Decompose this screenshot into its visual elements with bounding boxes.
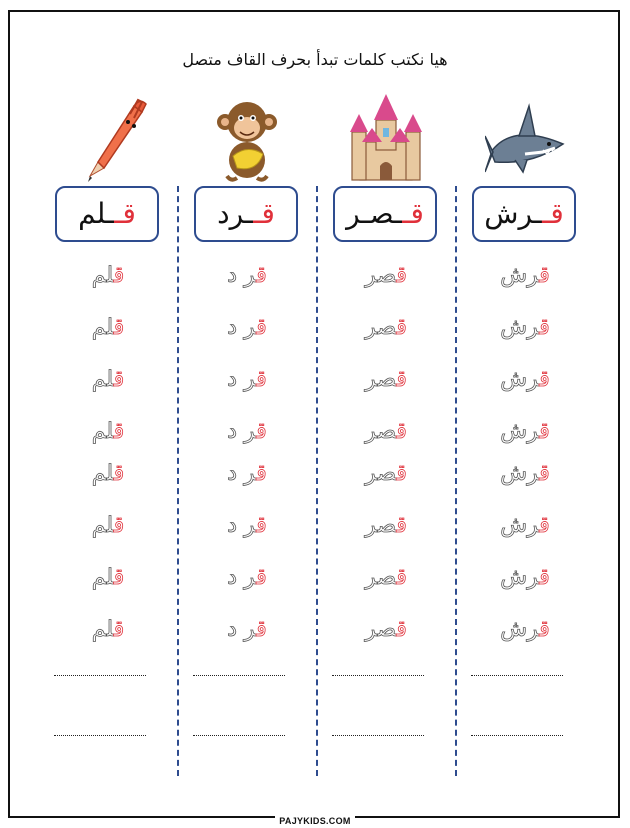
trace-row (467, 418, 583, 446)
trace-row (328, 564, 444, 592)
word-card (333, 186, 437, 242)
trace-rest: لم (91, 315, 114, 340)
writing-line[interactable] (54, 675, 146, 676)
trace-first-letter: ق (539, 513, 550, 538)
trace-rest: لم (91, 617, 114, 642)
trace-row (467, 564, 583, 592)
writing-line[interactable] (332, 675, 424, 676)
trace-row (50, 314, 166, 342)
trace-row (467, 314, 583, 342)
word-rest: ـرد (217, 197, 254, 230)
trace-row (467, 366, 583, 394)
writing-line[interactable] (54, 735, 146, 736)
trace-first-letter: ق (396, 461, 407, 486)
trace-rest: ر د (227, 263, 257, 288)
trace-rest: لم (91, 263, 114, 288)
worksheet-title: هيا نكتب كلمات تبدأ بحرف القاف متصل (182, 50, 448, 69)
trace-rest: رش (500, 315, 540, 340)
column-separator (177, 186, 179, 776)
trace-rest: ر د (227, 315, 257, 340)
word-rest: ـرش (484, 197, 543, 230)
trace-row (467, 460, 583, 488)
trace-first-letter: ق (113, 565, 125, 590)
trace-rest: ر د (227, 367, 257, 392)
trace-first-letter: ق (396, 315, 407, 340)
trace-first-letter: ق (396, 367, 407, 392)
trace-rest: لم (91, 461, 114, 486)
word-rest: ـصـر (346, 197, 403, 230)
trace-row (328, 418, 444, 446)
trace-rest: لم (91, 419, 114, 444)
trace-row (328, 366, 444, 394)
writing-line[interactable] (332, 735, 424, 736)
word-column-shark (467, 0, 583, 828)
writing-line[interactable] (471, 735, 563, 736)
trace-row (467, 262, 583, 290)
trace-rest: لم (91, 565, 114, 590)
word-column-castle (328, 0, 444, 828)
trace-rest: ر د (227, 565, 257, 590)
word-rest: ـلم (78, 197, 115, 230)
trace-first-letter: ق (396, 419, 407, 444)
monkey-icon (207, 92, 287, 184)
trace-first-letter: ق (256, 513, 267, 538)
trace-rest: ر د (227, 419, 257, 444)
word-card (472, 186, 576, 242)
trace-first-letter: ق (113, 263, 125, 288)
trace-rest: صر (365, 513, 397, 538)
trace-rest: رش (500, 367, 540, 392)
trace-row (328, 512, 444, 540)
trace-rest: لم (91, 513, 114, 538)
trace-rest: صر (365, 419, 397, 444)
word-first-letter: قـ (542, 197, 564, 230)
trace-first-letter: ق (539, 315, 550, 340)
castle-icon (346, 92, 426, 184)
trace-row (50, 418, 166, 446)
trace-row (189, 262, 305, 290)
trace-first-letter: ق (256, 617, 267, 642)
word-first-letter: قـ (402, 197, 424, 230)
trace-first-letter: ق (113, 461, 125, 486)
trace-first-letter: ق (256, 367, 267, 392)
trace-rest: صر (365, 315, 397, 340)
trace-rest: ر د (227, 461, 257, 486)
trace-row (50, 262, 166, 290)
trace-first-letter: ق (256, 315, 267, 340)
column-separator (455, 186, 457, 776)
trace-rest: رش (500, 565, 540, 590)
pen-icon (68, 92, 148, 184)
trace-first-letter: ق (539, 367, 550, 392)
trace-first-letter: ق (539, 461, 550, 486)
trace-first-letter: ق (113, 617, 125, 642)
trace-first-letter: ق (396, 513, 407, 538)
trace-row (50, 512, 166, 540)
trace-first-letter: ق (113, 315, 125, 340)
trace-rest: لم (91, 367, 114, 392)
trace-rest: صر (365, 565, 397, 590)
trace-row (189, 564, 305, 592)
trace-first-letter: ق (539, 617, 550, 642)
trace-row (328, 460, 444, 488)
trace-row (467, 616, 583, 644)
trace-rest: صر (365, 367, 397, 392)
word-first-letter: قـ (114, 197, 136, 230)
trace-row (50, 366, 166, 394)
trace-rest: رش (500, 461, 540, 486)
trace-rest: صر (365, 263, 397, 288)
trace-row (328, 314, 444, 342)
trace-row (189, 418, 305, 446)
trace-first-letter: ق (539, 263, 550, 288)
trace-row (189, 616, 305, 644)
trace-first-letter: ق (113, 513, 125, 538)
trace-first-letter: ق (113, 367, 125, 392)
trace-row (467, 512, 583, 540)
trace-first-letter: ق (539, 419, 550, 444)
trace-row (328, 616, 444, 644)
word-column-monkey (189, 0, 305, 828)
trace-row (189, 314, 305, 342)
trace-row (50, 564, 166, 592)
trace-row (189, 460, 305, 488)
trace-first-letter: ق (539, 565, 550, 590)
column-separator (316, 186, 318, 776)
trace-first-letter: ق (256, 263, 267, 288)
trace-first-letter: ق (256, 565, 267, 590)
writing-line[interactable] (471, 675, 563, 676)
writing-line[interactable] (193, 675, 285, 676)
trace-rest: رش (500, 263, 540, 288)
word-card (55, 186, 159, 242)
trace-first-letter: ق (396, 263, 407, 288)
trace-first-letter: ق (396, 565, 407, 590)
word-card (194, 186, 298, 242)
footer-brand: PAJYKIDS.COM (275, 816, 354, 826)
shark-icon (485, 92, 565, 184)
trace-rest: رش (500, 513, 540, 538)
trace-rest: ر د (227, 617, 257, 642)
trace-rest: صر (365, 617, 397, 642)
trace-first-letter: ق (256, 461, 267, 486)
trace-rest: صر (365, 461, 397, 486)
trace-row (189, 512, 305, 540)
trace-rest: رش (500, 419, 540, 444)
trace-rest: رش (500, 617, 540, 642)
word-column-pen (50, 0, 166, 828)
word-first-letter: قـ (253, 197, 275, 230)
trace-rest: ر د (227, 513, 257, 538)
trace-first-letter: ق (256, 419, 267, 444)
trace-row (189, 366, 305, 394)
trace-row (50, 460, 166, 488)
footer (0, 809, 630, 828)
trace-row (50, 616, 166, 644)
trace-row (328, 262, 444, 290)
writing-line[interactable] (193, 735, 285, 736)
trace-first-letter: ق (113, 419, 125, 444)
trace-first-letter: ق (396, 617, 407, 642)
